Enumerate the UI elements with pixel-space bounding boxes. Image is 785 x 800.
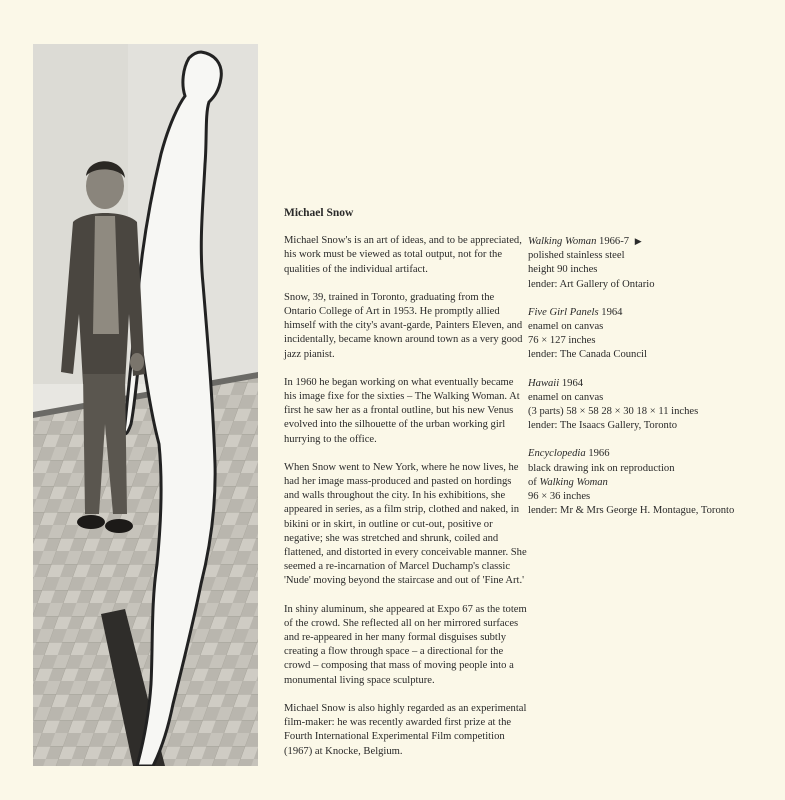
biography-paragraph: Snow, 39, trained in Toronto, graduating from the Ontario College of Art in 1953. He promptly allied himself with the city's avant-garde, Painters Eleven, and incidentally, became known around town as a very good jazz pianist. <box>284 291 523 360</box>
work-medium: polished stainless steel <box>528 250 625 262</box>
biography-paragraph: In 1960 he began working on what eventually became his image fixe for the sixties – The Walking Woman. At first he saw her as a frontal outline, but his new Venus evolved into the silhouette of the urban working girl hurrying to the office. <box>284 376 520 445</box>
work-medium: black drawing ink on reproduction <box>528 462 675 474</box>
biography-paragraph: In shiny aluminum, she appeared at Expo 67 as the totem of the crowd. She reflected all on her mirrored surfaces and re-appeared in her many formal disguises subtly creating a flow through space – a directional for the crowd – composing that mass of moving people into a monumental living space sculpture. <box>284 603 527 686</box>
work-reproduction-line <box>528 476 768 490</box>
work-title: Hawaii <box>528 377 560 389</box>
work-dimensions: 76 × 127 inches <box>528 335 596 347</box>
work-title-line <box>528 234 768 249</box>
works-list <box>528 234 768 532</box>
arrow-right-icon: ▶ <box>634 236 642 246</box>
work-year: 1966 <box>588 448 610 460</box>
work-dimensions: (3 parts) 58 × 58 28 × 30 18 × 11 inches <box>528 406 699 418</box>
artist-photograph <box>33 44 258 766</box>
work-entry <box>528 377 768 434</box>
work-medium: enamel on canvas <box>528 321 604 333</box>
work-title-line <box>528 377 768 391</box>
work-year: 1964 <box>601 306 623 318</box>
work-title: Walking Woman <box>528 236 597 247</box>
work-title: Five Girl Panels <box>528 306 599 318</box>
work-lender: lender: Art Gallery of Ontario <box>528 278 655 290</box>
work-entry <box>528 234 768 292</box>
work-entry <box>528 447 768 518</box>
biography-paragraph: Michael Snow's is an art of ideas, and to be appreciated, his work must be viewed as total output, not for the qualities of the individual artifact. <box>284 235 522 275</box>
work-lender: lender: Mr & Mrs George H. Montague, Toronto <box>528 505 735 517</box>
work-year: 1966-7 <box>599 236 630 247</box>
work-reproduction-title: Walking Woman <box>539 476 608 488</box>
work-reproduction-prefix: of <box>528 476 540 488</box>
artist-name-heading: Michael Snow <box>284 207 354 219</box>
work-entry <box>528 306 768 363</box>
work-medium: enamel on canvas <box>528 391 604 403</box>
work-lender: lender: The Isaacs Gallery, Toronto <box>528 420 678 432</box>
work-title-line <box>528 447 768 461</box>
work-lender: lender: The Canada Council <box>528 349 647 361</box>
biography-paragraph: Michael Snow is also highly regarded as an experimental film-maker: he was recently awarded first prize at the Fourth International Experimental Film competition (1967) at Knocke, Belgium. <box>284 702 527 757</box>
biography-column <box>284 206 528 773</box>
biography-paragraph: When Snow went to New York, where he now lives, he had her image mass-produced and pasted on hordings and walls throughout the city. In his exhibitions, she appeared in series, as a film strip, clothed and naked, in bikini or in skirt, in outline or cut-out, positive or negative; she was stretched and shrunk, coiled and flattened, and distorted in every conceivable manner. She seemed a re-incarnation of Marcel Duchamp's classic 'Nude' moving beyond the staircase and out of 'Fine Art.' <box>284 461 527 587</box>
work-title: Encyclopedia <box>528 448 586 460</box>
work-dimensions: height 90 inches <box>528 264 598 276</box>
work-year: 1964 <box>561 377 584 389</box>
work-dimensions: 96 × 36 inches <box>528 491 591 503</box>
work-title-line <box>528 306 768 320</box>
